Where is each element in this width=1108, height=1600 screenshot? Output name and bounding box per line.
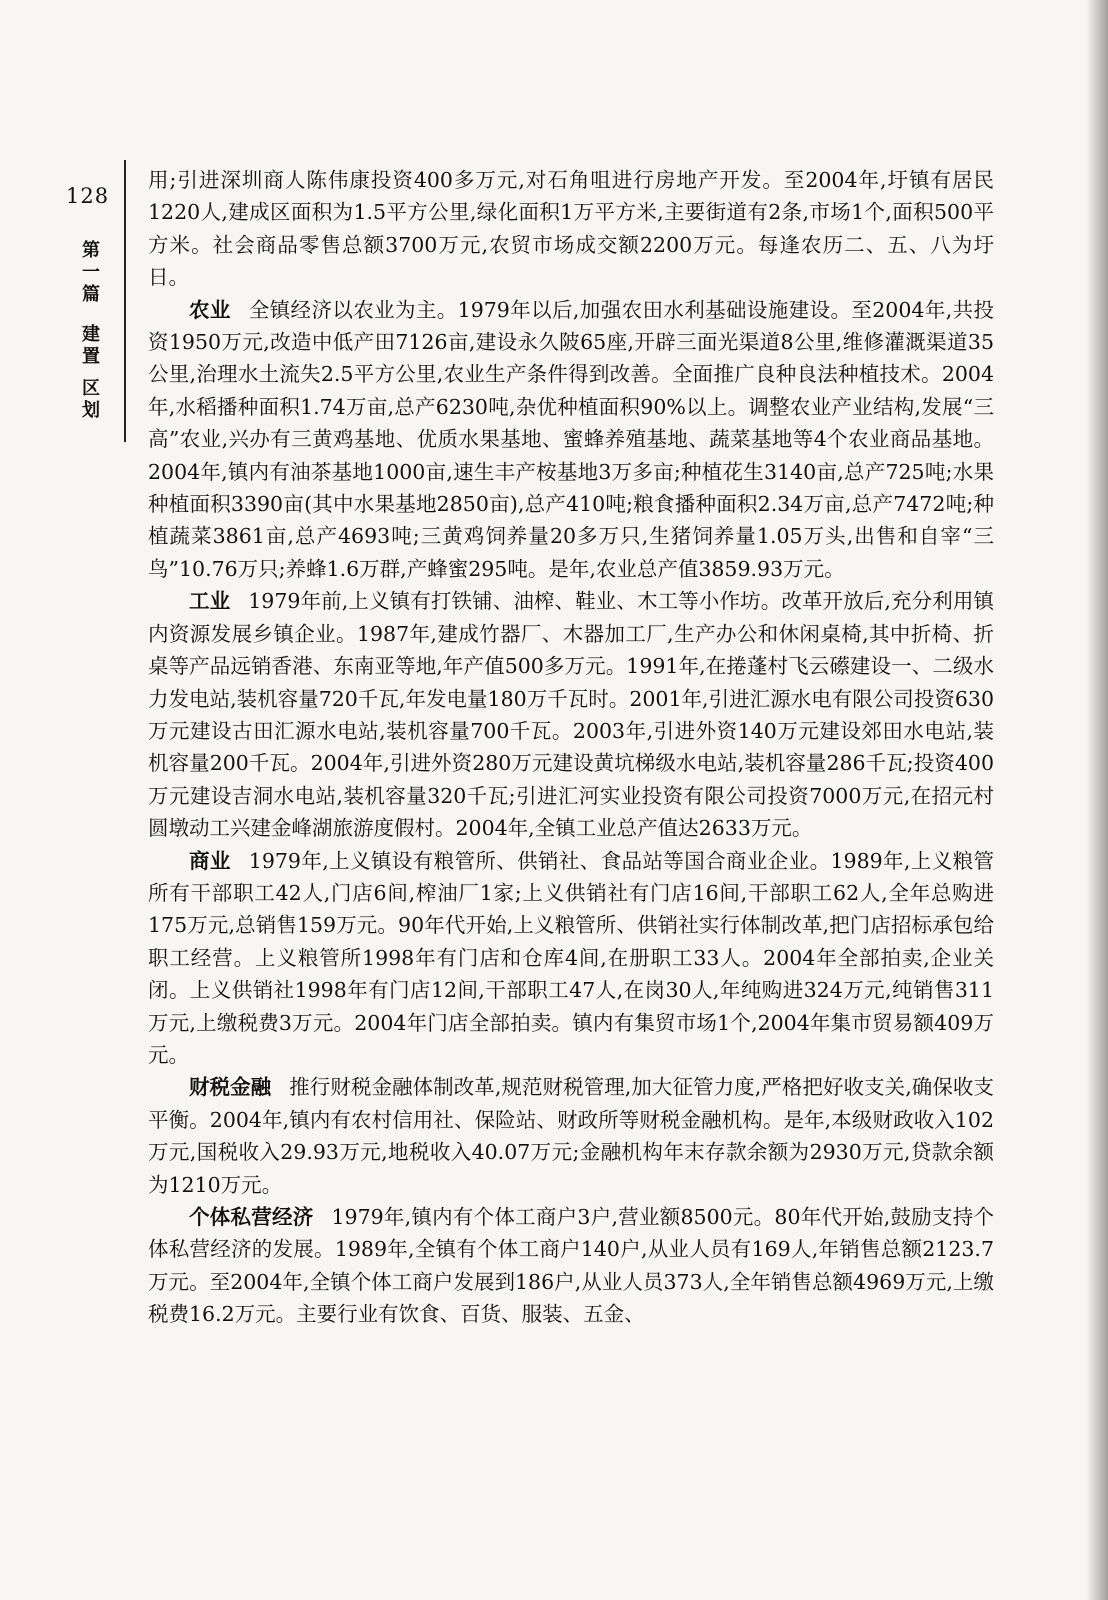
chapter-side-title bbox=[80, 240, 102, 422]
section-heading: 农业 bbox=[189, 297, 231, 322]
side-title-char: 建 bbox=[82, 324, 100, 345]
paragraph-text: 1979年,上义镇设有粮管所、供销社、食品站等国合商业企业。1989年,上义粮管所有干部职工42人,门店6间,榨油厂1家;上义供销社有门店16间,干部职工62人,全年总购进175万元,总销售159万元。90年代开始,上义粮管所、供销社实行体制改革,把门店招标承包给职工经营。上义粮管所1998年有门店和仓库4间,在册职工33人。2004年全部拍卖,企业关闭。上义供销社1998年有门店12间,干部职工47人,在岗30人,年纯购进324万元,纯销售311万元,上缴税费3万元。2004年门店全部拍卖。镇内有集贸市场1个,2004年集市贸易额409万元。 bbox=[148, 848, 995, 1067]
page-edge-shadow bbox=[1086, 0, 1108, 1600]
paragraph-industry bbox=[148, 585, 994, 844]
side-title-char: 区 bbox=[82, 378, 100, 399]
paragraph-commerce bbox=[148, 845, 994, 1072]
page-number: 128 bbox=[66, 184, 110, 208]
paragraph-continuation bbox=[148, 164, 994, 294]
side-divider-line bbox=[124, 160, 126, 442]
paragraph-text: 用;引进深圳商人陈伟康投资400多万元,对石角咀进行房地产开发。至2004年,圩镇有居民1220人,建成区面积为1.5平方公里,绿化面积1万平方米,主要街道有2条,市场1个,面积500平方米。社会商品零售总额3700万元,农贸市场成交额2200万元。每逢农历二、五、八为圩日。 bbox=[148, 168, 994, 290]
paragraph-finance bbox=[148, 1071, 994, 1201]
paragraph-private-economy bbox=[148, 1201, 994, 1331]
section-heading: 个体私营经济 bbox=[189, 1205, 314, 1229]
section-heading: 财税金融 bbox=[189, 1075, 272, 1100]
main-text bbox=[148, 164, 994, 1331]
side-title-char: 划 bbox=[82, 400, 100, 421]
paragraph-text: 推行财税金融体制改革,规范财税管理,加大征管力度,严格把好收支关,确保收支平衡。2004年,镇内有农村信用社、保险站、财政所等财税金融机构。是年,本级财政收入102万元,国税收入29.93万元,地税收入40.07万元;金融机构年末存款余额为2930万元,贷款余额为1210万元。 bbox=[148, 1075, 994, 1197]
side-title-char: 一 bbox=[82, 262, 100, 283]
paragraph-text: 1979年前,上义镇有打铁铺、油榨、鞋业、木工等小作坊。改革开放后,充分利用镇内资源发展乡镇企业。1987年,建成竹器厂、木器加工厂,生产办公和休闲桌椅,其中折椅、折桌等产品远销香港、东南亚等地,年产值500多万元。1991年,在捲蓬村飞云礤建设一、二级水力发电站,装机容量720千瓦,年发电量180万千瓦时。2001年,引进汇源水电有限公司投资630万元建设古田汇源水电站,装机容量700千瓦。2003年,引进外资140万元建设郊田水电站,装机容量200千瓦。2004年,引进外资280万元建设黄坑梯级水电站,装机容量286千瓦;投资400万元建设吉洞水电站,装机容量320千瓦;引进汇河实业投资有限公司投资7000万元,在招元村圆墩动工兴建金峰湖旅游度假村。2004年,全镇工业总产值达2633万元。 bbox=[148, 589, 995, 841]
section-heading: 商业 bbox=[189, 848, 231, 873]
side-title-char: 篇 bbox=[82, 284, 100, 305]
paragraph-agriculture bbox=[148, 294, 994, 586]
paragraph-text: 1979年,镇内有个体工商户3户,营业额8500元。80年代开始,鼓励支持个体私营经济的发展。1989年,全镇有个体工商户140户,从业人员有169人,年销售总额2123.7万元。至2004年,全镇个体工商户发展到186户,从业人员373人,全年销售总额4969万元,上缴税费16.2万元。主要行业有饮食、百货、服装、五金、 bbox=[148, 1205, 994, 1327]
side-title-char: 置 bbox=[82, 346, 100, 367]
side-title-char: 第 bbox=[82, 240, 100, 261]
section-heading: 工业 bbox=[189, 589, 231, 614]
paragraph-text: 全镇经济以农业为主。1979年以后,加强农田水利基础设施建设。至2004年,共投资1950万元,改造中低产田7126亩,建设永久陂65座,开辟三面光渠道8公里,维修灌溉渠道35公里,治理水土流失2.5平方公里,农业生产条件得到改善。全面推广良种良法种植技术。2004年,水稻播种面积1.74万亩,总产6230吨,杂优种植面积90%以上。调整农业产业结构,发展“三高”农业,兴办有三黄鸡基地、优质水果基地、蜜蜂养殖基地、蔬菜基地等4个农业商品基地。2004年,镇内有油茶基地1000亩,速生丰产桉基地3万多亩;种植花生3140亩,总产725吨;水果种植面积3390亩(其中水果基地2850亩),总产410吨;粮食播种面积2.34万亩,总产7472吨;种植蔬菜3861亩,总产4693吨;三黄鸡饲养量20多万只,生猪饲养量1.05万头,出售和自宰“三鸟”10.76万只;养蜂1.6万群,产蜂蜜295吨。是年,农业总产值3859.93万元。 bbox=[148, 297, 995, 581]
